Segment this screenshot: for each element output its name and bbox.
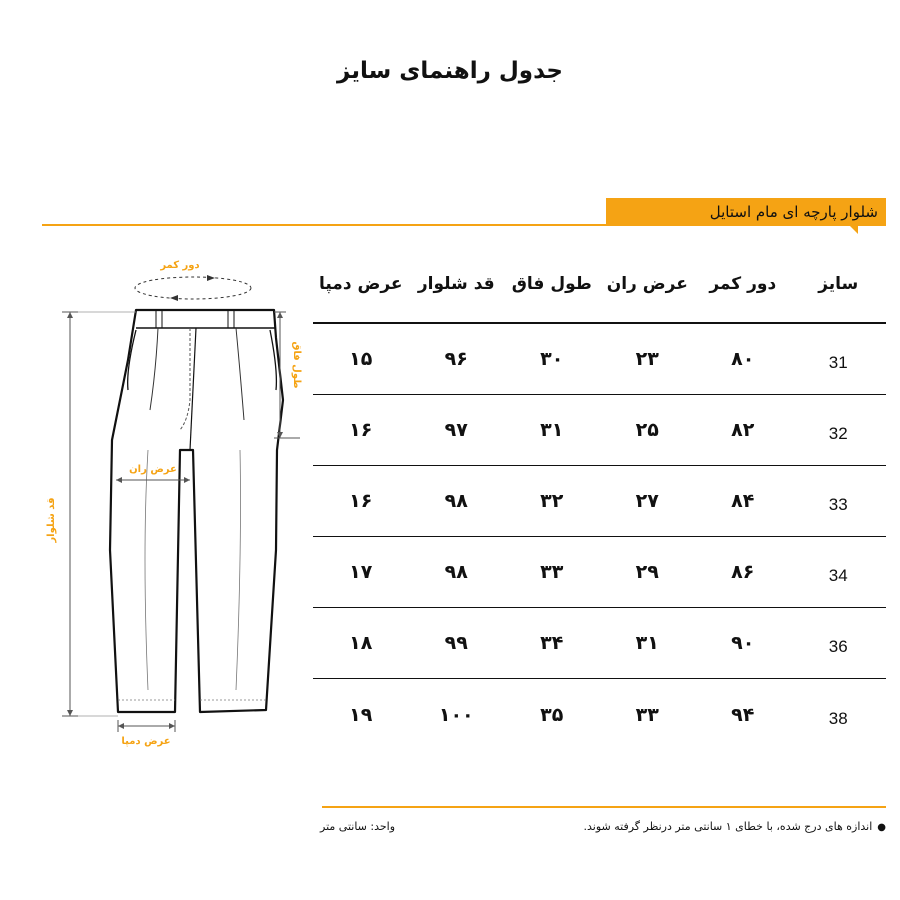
page-title: جدول راهنمای سایز	[337, 58, 563, 84]
cell-hem: ۱۸	[349, 632, 373, 654]
rise-label: طول فاق	[291, 341, 302, 389]
cell-thigh: ۲۵	[635, 419, 659, 441]
header-waist: دور کمر	[709, 274, 777, 294]
cell-rise: ۳۴	[540, 632, 564, 654]
table-row	[313, 466, 886, 537]
size-table	[313, 252, 886, 750]
unit-note: واحد: سانتی متر	[320, 820, 396, 833]
cell-hem: ۱۶	[349, 419, 373, 441]
table-row	[313, 324, 886, 395]
table-row	[313, 395, 886, 466]
hem-arrow-icon	[118, 723, 124, 729]
cell-waist: ۸۰	[731, 348, 755, 370]
waist-label: دور کمر	[160, 260, 200, 271]
length-arrow-icon	[67, 710, 73, 716]
cell-waist: ۸۴	[731, 490, 755, 512]
thigh-arrow-icon	[184, 477, 190, 483]
belt-loop	[156, 310, 162, 328]
table-row	[313, 679, 886, 750]
cell-hem: ۱۵	[349, 348, 373, 370]
cell-rise: ۳۳	[540, 561, 564, 583]
fly-line	[180, 328, 190, 430]
hem-label: عرض دمپا	[121, 736, 171, 747]
cell-rise: ۳۰	[540, 348, 564, 370]
cell-rise: ۳۵	[540, 703, 564, 726]
header-size: سایز	[818, 274, 859, 294]
table-header	[313, 252, 886, 324]
belt-loop	[228, 310, 234, 328]
cell-thigh: ۳۳	[635, 703, 659, 726]
cell-thigh: ۲۹	[635, 561, 659, 583]
cell-thigh: ۲۷	[635, 490, 659, 512]
pleat-right	[236, 328, 244, 420]
cell-size: 38	[828, 708, 848, 728]
cell-size: 34	[828, 566, 848, 585]
bullet-icon: ●	[877, 822, 886, 833]
cell-length: ۹۷	[444, 419, 468, 441]
center-line	[190, 328, 196, 450]
cell-length: ۱۰۰	[438, 703, 474, 726]
cell-length: ۹۶	[444, 348, 468, 370]
thigh-arrow-icon	[116, 477, 122, 483]
cell-hem: ۱۶	[349, 490, 373, 512]
waist-ellipse	[135, 277, 251, 299]
cell-waist: ۸۶	[731, 561, 755, 583]
header-thigh: عرض ران	[606, 274, 688, 294]
header-hem: عرض دمپا	[318, 274, 403, 294]
cell-thigh: ۲۳	[635, 348, 659, 370]
cell-size: 31	[828, 353, 848, 372]
length-label: قد شلوار	[46, 497, 57, 543]
cell-size: 36	[828, 637, 848, 656]
cell-hem: ۱۷	[349, 561, 373, 583]
cell-length: ۹۸	[444, 561, 468, 583]
cell-waist: ۹۰	[731, 632, 755, 654]
pants-outline	[110, 310, 283, 712]
crease-left	[145, 450, 148, 690]
header-length: قد شلوار	[417, 274, 495, 294]
cell-hem: ۱۹	[349, 703, 373, 726]
cell-rise: ۳۱	[540, 419, 564, 441]
thigh-label: عرض ران	[129, 464, 177, 475]
tolerance-note	[584, 820, 887, 833]
product-name-tag: شلوار پارچه ای مام استایل	[606, 198, 886, 226]
cell-size: 33	[828, 495, 848, 514]
rise-arrow-icon	[277, 312, 283, 318]
cell-size: 32	[828, 424, 848, 443]
hem-arrow-icon	[169, 723, 175, 729]
pants-diagram	[30, 250, 310, 770]
cell-rise: ۳۲	[540, 490, 564, 512]
header-rise: طول فاق	[511, 274, 592, 294]
tolerance-note-text: اندازه های درج شده، با خطای ۱ سانتی متر درنظر گرفته شوند.	[583, 820, 873, 833]
cell-thigh: ۳۱	[635, 632, 659, 654]
pleat-left	[150, 328, 158, 410]
cell-length: ۹۸	[444, 490, 468, 512]
table-row	[313, 608, 886, 679]
table-row	[313, 537, 886, 608]
product-tag-tail	[850, 226, 858, 234]
length-arrow-icon	[67, 312, 73, 318]
cell-length: ۹۹	[444, 632, 468, 654]
cell-waist: ۸۲	[731, 419, 755, 441]
footer-divider	[322, 806, 886, 808]
waist-arrow-icon	[170, 295, 178, 301]
waist-arrow-icon	[207, 275, 215, 281]
crease-right	[236, 450, 241, 690]
cell-waist: ۹۴	[731, 703, 755, 726]
